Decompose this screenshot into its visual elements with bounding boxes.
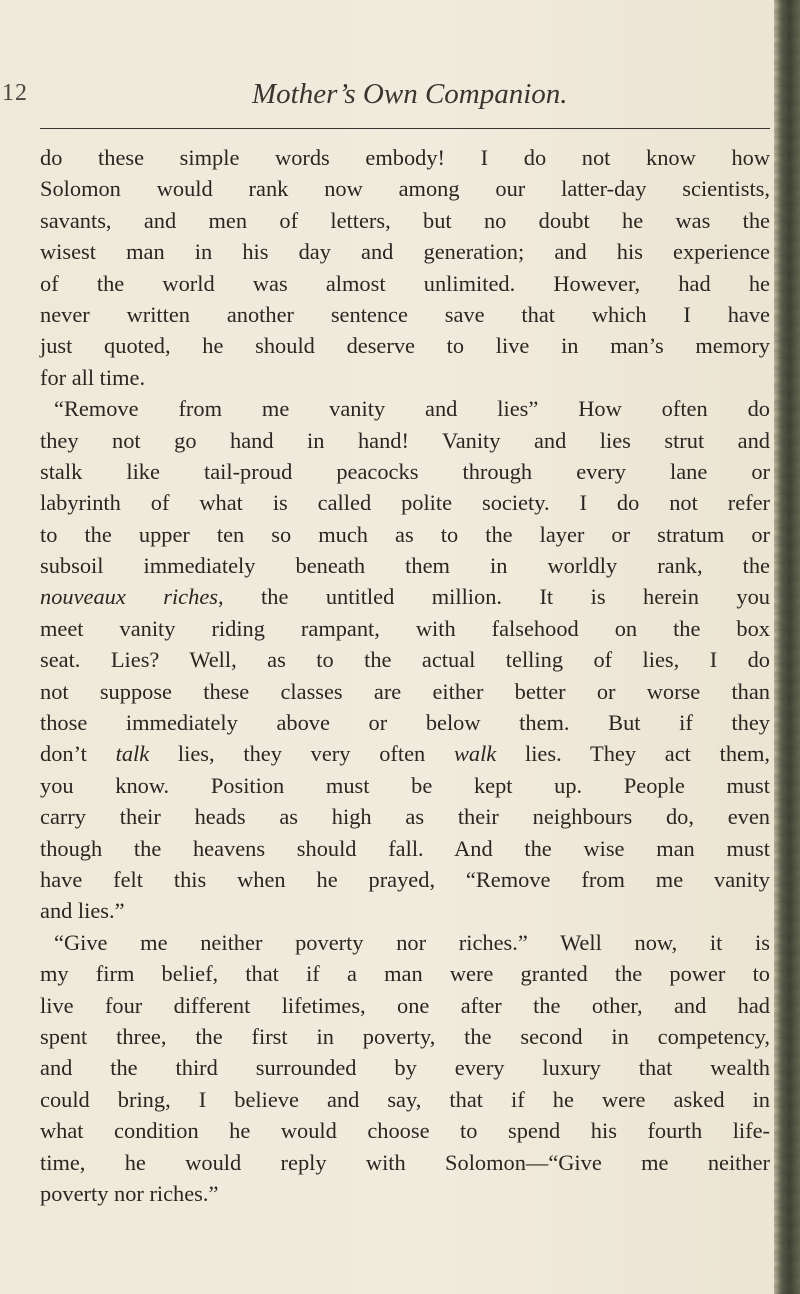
text-line — [40, 707, 770, 738]
text-line — [40, 1021, 770, 1052]
text-line — [40, 613, 770, 644]
text-line — [40, 1178, 770, 1209]
text-line — [40, 299, 770, 330]
text-run: “Remove from me vanity and lies” How often do — [54, 396, 770, 422]
text-line — [40, 362, 770, 393]
text-line — [40, 927, 770, 958]
text-line — [40, 1147, 770, 1178]
page-header — [2, 78, 772, 118]
text-line — [40, 173, 770, 204]
page-number: 12 — [2, 80, 28, 106]
text-run: could bring, I believe and say, that if he were asked in — [40, 1086, 770, 1112]
italic-phrase: walk — [453, 741, 497, 767]
text-line — [40, 770, 770, 801]
text-line — [40, 425, 770, 456]
text-line — [40, 833, 770, 864]
text-run: not suppose these classes are either better or worse than — [40, 678, 770, 704]
text-line — [40, 676, 770, 707]
text-run: never written another sentence save that which I have — [40, 301, 770, 327]
text-run: live four different lifetimes, one after the other, and had — [40, 992, 770, 1018]
body-text — [40, 142, 770, 1209]
text-run: you know. Position must be kept up. People must — [40, 772, 770, 798]
text-line — [40, 1115, 770, 1146]
header-rule — [40, 128, 770, 129]
text-run: spent three, the first in poverty, the second in competency, — [40, 1023, 770, 1049]
text-line — [40, 268, 770, 299]
text-line — [40, 1052, 770, 1083]
italic-phrase: talk — [115, 741, 150, 767]
text-line — [40, 142, 770, 173]
text-run: and lies.” — [40, 898, 125, 924]
text-line — [40, 864, 770, 895]
text-run: of the world was almost unlimited. However, had he — [40, 270, 770, 296]
text-run: don’t — [40, 741, 116, 767]
text-line — [40, 236, 770, 267]
text-run: meet vanity riding rampant, with falsehood on the box — [40, 615, 770, 641]
running-title: Mother’s Own Companion. — [252, 78, 568, 110]
text-run: what condition he would choose to spend his fourth life- — [40, 1118, 770, 1144]
text-run: lies, they very often — [149, 741, 454, 767]
text-line — [40, 393, 770, 424]
text-line — [40, 990, 770, 1021]
text-run: wisest man in his day and generation; and his experience — [40, 239, 770, 265]
text-line — [40, 519, 770, 550]
text-run: subsoil immediately beneath them in worldly rank, the — [40, 553, 770, 579]
text-run: do these simple words embody! I do not know how — [40, 145, 770, 170]
text-run: just quoted, he should deserve to live in man’s memory — [40, 333, 770, 359]
text-run: lies. They act them, — [496, 741, 770, 767]
text-run: they not go hand in hand! Vanity and lies strut and — [40, 427, 770, 453]
text-run: savants, and men of letters, but no doubt he was the — [40, 207, 770, 233]
text-run: carry their heads as high as their neighbours do, even — [40, 804, 770, 830]
text-run: poverty nor riches.” — [40, 1180, 219, 1206]
text-line — [40, 205, 770, 236]
italic-phrase: nouveaux riches — [40, 584, 218, 610]
text-run: labyrinth of what is called polite society. I do not refer — [40, 490, 770, 516]
text-run: Solomon would rank now among our latter-day scientists, — [40, 176, 770, 202]
text-line — [40, 644, 770, 675]
text-line — [40, 895, 770, 926]
text-line — [40, 738, 770, 769]
text-line — [40, 456, 770, 487]
page-edge — [774, 0, 800, 1294]
text-line — [40, 958, 770, 989]
text-line — [40, 581, 770, 612]
text-run: my firm belief, that if a man were granted the power to — [40, 961, 770, 987]
text-run: , the untitled million. It is herein you — [217, 584, 770, 610]
text-run: for all time. — [40, 364, 146, 390]
text-run: those immediately above or below them. But if they — [40, 710, 770, 736]
text-run: have felt this when he prayed, “Remove from me vanity — [40, 866, 770, 892]
text-run: to the upper ten so much as to the layer or stratum or — [40, 521, 770, 547]
text-run: stalk like tail-proud peacocks through every lane or — [40, 458, 770, 484]
text-line — [40, 550, 770, 581]
text-run: time, he would reply with Solomon—“Give me neither — [40, 1149, 770, 1175]
text-line — [40, 330, 770, 361]
text-run: and the third surrounded by every luxury that wealth — [40, 1055, 770, 1081]
text-line — [40, 487, 770, 518]
text-run: “Give me neither poverty nor riches.” Well now, it is — [54, 929, 770, 955]
text-run: though the heavens should fall. And the wise man must — [40, 835, 770, 861]
text-line — [40, 1084, 770, 1115]
text-line — [40, 801, 770, 832]
text-run: seat. Lies? Well, as to the actual telling of lies, I do — [40, 647, 770, 673]
